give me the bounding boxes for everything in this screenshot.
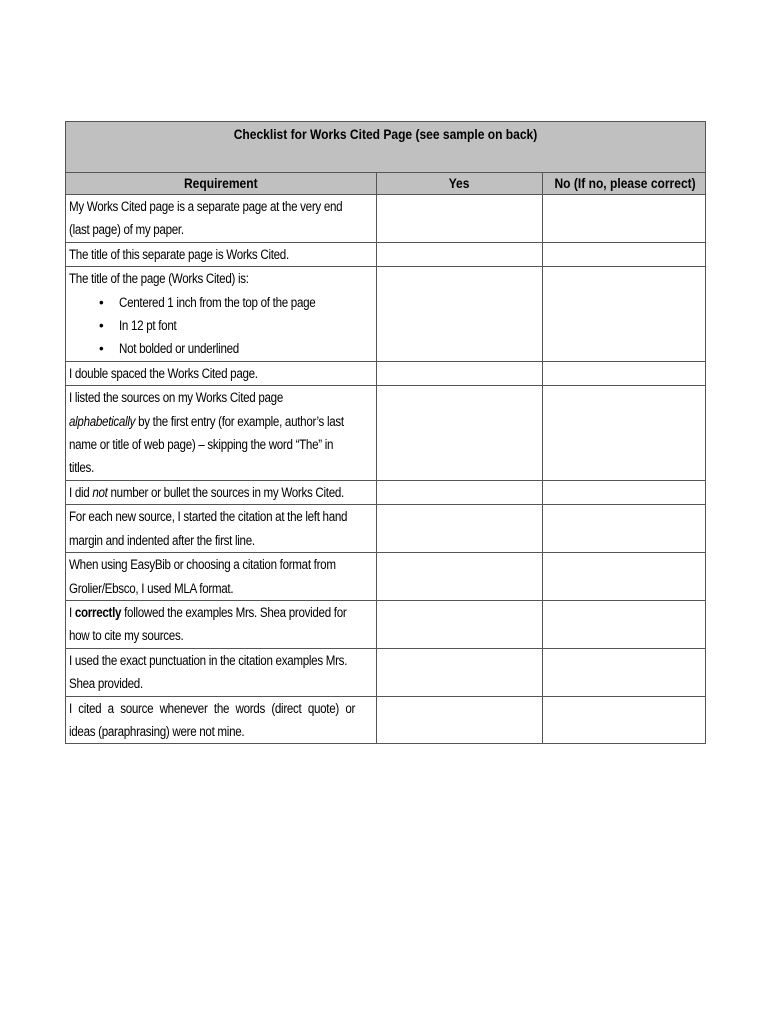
requirement-text: I cited a source whenever the words (direct quote) or <box>69 700 356 716</box>
table-row <box>66 361 706 385</box>
no-correction-cell[interactable] <box>543 361 706 385</box>
table-row <box>66 505 706 553</box>
no-correction-cell[interactable] <box>543 386 706 481</box>
requirement-cell <box>66 480 377 504</box>
requirement-text: ideas (paraphrasing) were not mine. <box>69 723 245 739</box>
no-correction-cell[interactable] <box>543 505 706 553</box>
table-row <box>66 648 706 696</box>
requirement-text: followed the examples Mrs. Shea provided for <box>121 604 347 620</box>
requirement-text: titles. <box>69 460 94 476</box>
requirement-cell <box>66 600 377 648</box>
requirement-bullet-list <box>69 291 373 361</box>
no-header: No (If no, please correct) <box>543 173 706 195</box>
requirement-text: For each new source, I started the citation at the left hand <box>69 509 348 525</box>
yes-checkbox-cell[interactable] <box>377 480 543 504</box>
requirement-text: My Works Cited page is a separate page at the very end <box>69 199 343 214</box>
requirement-text: number or bullet the sources in my Works Cited. <box>107 484 344 500</box>
table-title: Checklist for Works Cited Page (see sample on back) <box>233 126 538 142</box>
yes-checkbox-cell[interactable] <box>377 505 543 553</box>
bullet-icon: • <box>99 318 104 334</box>
requirement-text: by the first entry (for example, author’s last <box>135 413 344 429</box>
requirement-cell <box>66 648 377 696</box>
requirement-text: name or title of web page) – skipping the word “The” in <box>69 437 334 453</box>
table-title-cell <box>66 122 706 173</box>
requirement-cell <box>66 386 377 481</box>
no-correction-cell[interactable] <box>543 242 706 266</box>
requirement-header: Requirement <box>66 173 377 195</box>
requirement-cell <box>66 553 377 601</box>
table-row <box>66 267 706 362</box>
table-row <box>66 553 706 601</box>
requirement-text: When using EasyBib or choosing a citation format from <box>69 557 336 573</box>
table-row <box>66 600 706 648</box>
requirement-text: how to cite my sources. <box>69 628 184 644</box>
requirement-text: I <box>69 604 75 620</box>
requirement-text: I used the exact punctuation in the citation examples Mrs. <box>69 652 348 668</box>
bullet-icon: • <box>99 341 104 357</box>
list-item: • Centered 1 inch from the top of the page <box>99 291 373 314</box>
list-item: • Not bolded or underlined <box>99 337 373 360</box>
no-correction-cell[interactable] <box>543 480 706 504</box>
bullet-icon: • <box>99 294 104 310</box>
header-row <box>66 173 706 195</box>
no-correction-cell[interactable] <box>543 696 706 744</box>
yes-checkbox-cell[interactable] <box>377 600 543 648</box>
yes-header: Yes <box>377 173 543 195</box>
requirement-text: The title of the page (Works Cited) is: <box>69 271 249 287</box>
requirement-text: I double spaced the Works Cited page. <box>69 365 258 381</box>
no-correction-cell[interactable] <box>543 648 706 696</box>
requirement-text: Shea provided. <box>69 676 143 692</box>
list-item: • In 12 pt font <box>99 314 373 337</box>
table-row <box>66 195 706 243</box>
requirement-cell <box>66 267 377 362</box>
yes-checkbox-cell[interactable] <box>377 386 543 481</box>
requirement-cell <box>66 195 377 243</box>
yes-checkbox-cell[interactable] <box>377 696 543 744</box>
requirement-cell <box>66 505 377 553</box>
yes-checkbox-cell[interactable] <box>377 553 543 601</box>
yes-checkbox-cell[interactable] <box>377 267 543 362</box>
yes-checkbox-cell[interactable] <box>377 648 543 696</box>
yes-checkbox-cell[interactable] <box>377 242 543 266</box>
emphasis-text: alphabetically <box>69 413 136 429</box>
yes-checkbox-cell[interactable] <box>377 195 543 243</box>
requirement-text: margin and indented after the first line. <box>69 532 255 548</box>
requirement-cell <box>66 242 377 266</box>
no-correction-cell[interactable] <box>543 195 706 243</box>
requirement-text: Grolier/Ebsco, I used MLA format. <box>69 580 234 596</box>
bold-text: correctly <box>74 604 122 620</box>
table-row <box>66 696 706 744</box>
no-correction-cell[interactable] <box>543 600 706 648</box>
yes-checkbox-cell[interactable] <box>377 361 543 385</box>
requirement-cell <box>66 696 377 744</box>
requirement-text: The title of this separate page is Works Cited. <box>69 246 289 262</box>
no-correction-cell[interactable] <box>543 553 706 601</box>
checklist-sheet <box>65 121 705 744</box>
requirement-cell <box>66 361 377 385</box>
requirement-text: I did <box>69 484 93 500</box>
table-row <box>66 242 706 266</box>
checklist-table <box>65 121 706 744</box>
table-row <box>66 386 706 481</box>
table-row <box>66 480 706 504</box>
no-correction-cell[interactable] <box>543 267 706 362</box>
emphasis-text: not <box>92 484 108 500</box>
requirement-text: (last page) of my paper. <box>69 222 184 238</box>
requirement-text: I listed the sources on my Works Cited page <box>69 390 283 406</box>
